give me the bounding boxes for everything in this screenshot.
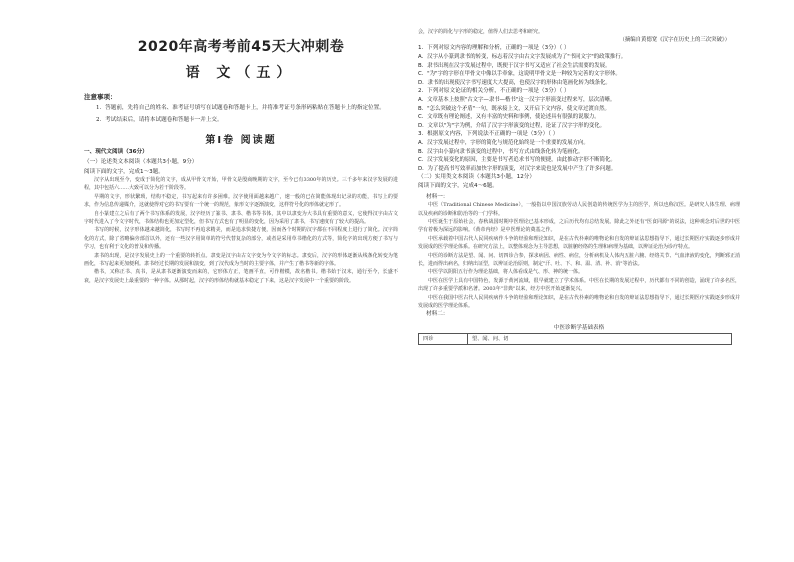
exam-title: 2020年高考考前45天大冲刺卷 (137, 39, 345, 55)
passage-source: （摘编自黄德宽《汉字在历史上的三次突破》） (619, 37, 730, 44)
option: B．"怎么突破这个矛盾"一句，既承接上文，又开启下文内容，使文章过渡自然。 (418, 105, 610, 112)
subsection-heading: （一）论述类文本阅读（本题共3小题，9分） (84, 159, 198, 165)
option: C．汉字发展变化的原因，主要是书写者追求书写的便捷，由此推动字形不断简化。 (418, 157, 616, 164)
passage-paragraph: 隶书的出现，是汉字发展史上的一个重要的转折点。隶变是汉字由古文字变为今文字的标志。隶变后，汉字的形体逐渐从线条化转变为笔画化，书写起来更加便利。隶书经过长期的发展和演变，到了汉代成为当时的主要字体，并产生了楷书等新的字体。 (84, 252, 398, 268)
option: A．汉字从小篆到隶书的转变，标志着汉字由古文字发展成为了"书同文字"的政策推行。 (418, 54, 627, 60)
passage-paragraph: 书写的时候，汉字形体越来越简化，书写时不再追求精美，而是追求快捷方便，因而各个时期的汉字都在不同程度上进行了简化。汉字简化的方式，除了省略偏旁部首以外，还有一些汉字用简单的符号代替复杂的部分，或者是采用草书楷化的方式等，简化字的出现方便了书写与学习，也有利于文化的普及和传播。 (84, 227, 398, 251)
passage-paragraph: 汉字从出现至今，变成于简化的文字，成从甲骨文开始，甲骨文是殷商晚期的文字，至今已有3300年的历史。三千多年来汉字发展的进程，其中包括六……大致可以分为若干阶段等。 (84, 177, 398, 192)
note-item: 2．考试结束后，请将本试题卷和答题卡一并上交。 (96, 117, 223, 123)
material-paragraph: 中医（Traditional Chinese Medicine），一般指以中国汉族劳动人民创造的传统医学为主的医学，所以也称汉医。是研究人体生理、病理以及疾病的诊断和防治等的一门学科。 (418, 202, 740, 217)
option: A．文章基本上按照"古文字—隶书—楷书"这一汉字字形演变过程来写，层次清晰。 (418, 96, 616, 103)
option: B．隶书出现在汉字发展过程中，既便于汉字书写又适应了社会生活需要的发展。 (418, 62, 611, 69)
option: A．汉字发展过程中，字形的简化与规范化始终是一个重要的发展方向。 (418, 139, 589, 146)
option: C．"为"字的字形在甲骨文中像以手牵象，这说明甲骨文是一种较为完善的文字形体。 (418, 71, 621, 78)
notes-heading: 注意事项： (84, 93, 117, 101)
passage-paragraph: 早期的文字，形状繁琐，结构不稳定，书写起来有许多困难。汉字使用面越来越广，速一般的已在简能体现出记录的功能，书写上的要求，作为信息传递媒介，这就使得对它的书写要有一个统一的规范，象形文字逐渐演变，这样符号化的形体就定形了。 (84, 193, 398, 209)
table-cell-key: 四诊 (419, 333, 468, 344)
option: C．文章既有理论阐述，又有丰富的史料和事例，使论述具有很强的说服力。 (418, 114, 600, 121)
note-item: 1．答题前，先将自己的姓名、准考证号填写在试题卷和答题卡上，并将准考证号条形码粘贴在答题卡上的指定位置。 (96, 105, 385, 111)
subsection-heading: （二）实用类文本阅读（本题共3小题，12分） (418, 174, 535, 181)
material-label: 材料二： (426, 311, 449, 318)
table-row (419, 333, 732, 344)
exam-subtitle: 语 文（五） (185, 65, 297, 81)
question-2: 2．下列对原文论证的相关分析，不正确的一项是（3分）（ ） (418, 88, 570, 95)
table-cell-value: 望、闻、问、切 (468, 333, 732, 344)
instruction: 阅读下面的文字，完成4～6题。 (418, 182, 498, 189)
material-paragraph: 中医在我国中医古代人民同疾病作斗争的经验和理论知识，是在古代朴素的唯物论和自发的辩证法思想指导下，通过长期医疗实践逐步形成并发展成的医学理论体系。 (418, 294, 740, 309)
material-paragraph: 中医诞生于原始社会，春秋战国时期中医理论已基本形成，之后历代均有总结发展。除此之外还有"医食同源"的说法，这种观念对后世的中医学有着极为深远的影响。《黄帝内经》是中医理论的奠基之作。 (418, 218, 740, 234)
table-title: 中医诊断学基础表格 (553, 324, 605, 331)
passage-paragraph: 楷书，又称正书、真书，是从隶书逐渐演变而来的，它形体方正，笔画平直，可作楷模，故名楷书。楷书始于汉末，通行至今，长盛不衰，是汉字发展史上最重要的一种字体。从那时起，汉字的形体结构就基本稳定了下来，这是汉字发展中一个重要的阶段。 (84, 269, 398, 284)
material-label: 材料一： (426, 193, 449, 200)
material-paragraph: 中医学以阴阳五行作为理论基础，将人体看成是气、形、神的统一体。 (428, 269, 584, 276)
part-title: 第Ⅰ卷 阅读题 (205, 135, 277, 146)
passage-paragraph: 自小篆建立之后有了两个书写体系的发展，汉字经历了篆书、隶书、楷书等书体，其中以隶变为大书具有重要的意义，它使得汉字由古文字时代进入了今文字时代，书体结构也更加定型化，但书写方式也有了明显的变化，因为采用了隶书，书写速度有了较大的提高。 (84, 210, 398, 226)
option: D．文章以"为"字为例，介绍了汉字字形演变的过程，论证了汉字字形的变化。 (418, 122, 606, 129)
option: D．隶书的出现使汉字书写速度大大提高，也使汉字的形体由笔画化转为线条化。 (418, 79, 611, 86)
right-column (418, 28, 740, 345)
material-paragraph: 中医承载着中国古代人民同疾病作斗争的经验和理论知识，是在古代朴素的唯物论和自发的辩证法思想指导下，通过长期医疗实践逐步形成并发展成的医学理论体系。在研究方法上，以整体观念为主导思想，以脏腑经络的生理和病理为基础，以辨证论治为诊疗特点。 (418, 235, 740, 251)
question-1: 1．下列对原文内容的理解和分析，正确的一项是（3分）（ ） (418, 45, 570, 52)
material-paragraph: 中医在医学上具有中国特色，发源于黄河流域，很早就建立了学术体系。中医在长期的发展过程中，历代都有不同的创造，涌现了许多名医，出现了许多重要学派和名著。2003年"非典"以来，经方中医开始逐渐复兴。 (418, 277, 740, 293)
left-column (84, 28, 398, 285)
question-3: 3．根据原文内容，下列说法不正确的一项是（3分）（ ） (418, 131, 559, 138)
instruction: 阅读下面的文字，完成1～3题。 (84, 169, 164, 175)
option: B．汉字由小篆向隶书演变的过程中，书写方式由线条化转为笔画化。 (418, 148, 584, 155)
option: D．为了提高书写效率而加快字形的演变，对汉字来说也是发展中产生了许多问题。 (418, 165, 617, 172)
section-heading: 一、现代文阅读（36分） (84, 149, 148, 155)
passage-continuation: 会，汉字的简化与字形的稳定，值得人们去思考和研究。 (418, 29, 544, 35)
material-paragraph: 中医的诊断方法是望、闻、问、切四诊合参，探求病因、病性、病位，分析病机及人体内五脏六腑、经络关节、气血津液的变化，判断邪正消长，进而得出病名，归纳出证型，以辨证论治原则，制定"汗、吐、下、和、温、清、补、消"等治法。 (418, 252, 740, 267)
diagnosis-table (418, 333, 732, 345)
